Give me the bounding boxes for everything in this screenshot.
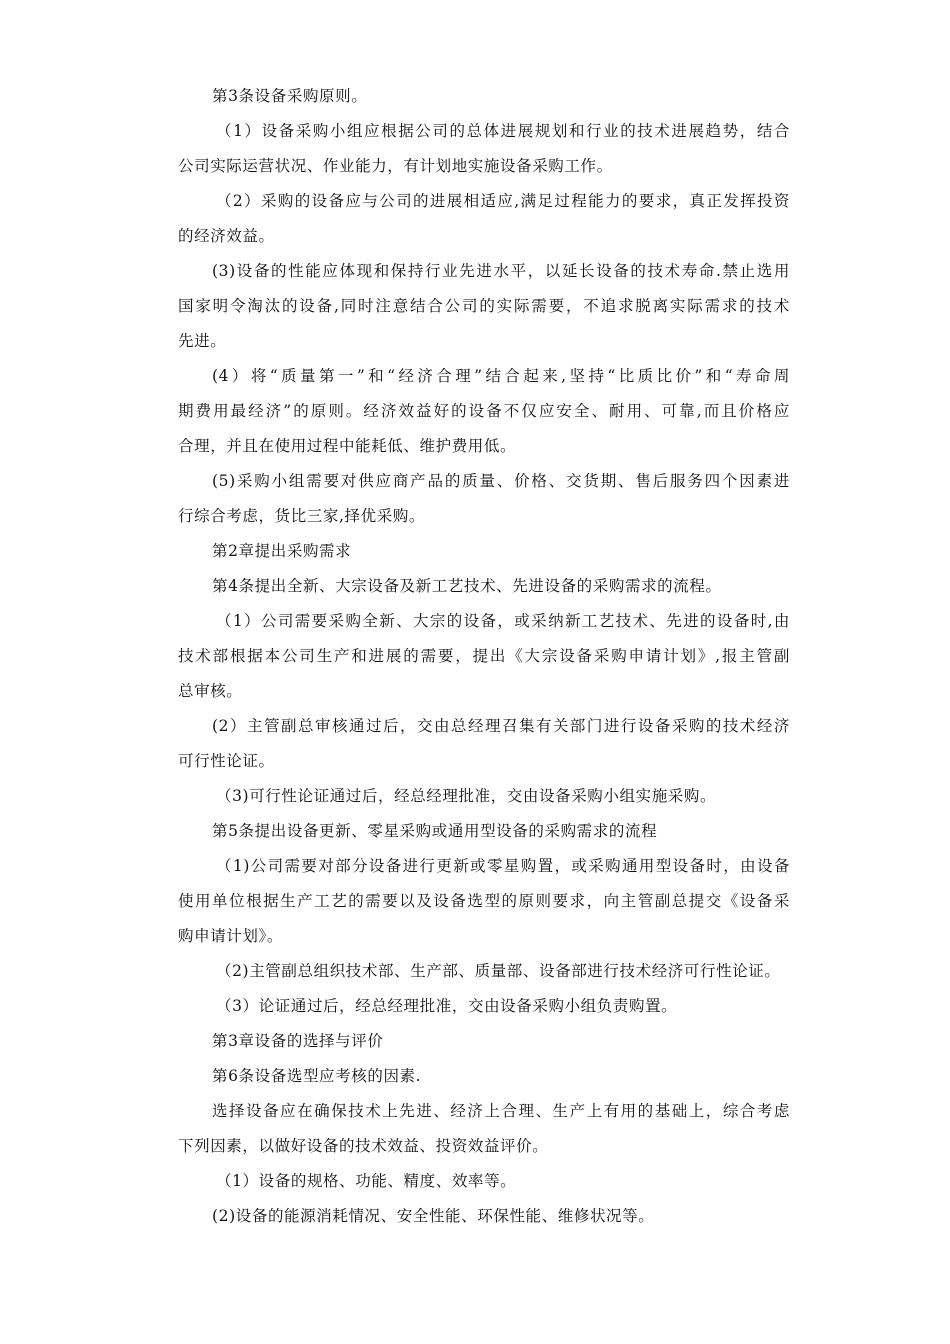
paragraph-line: (5)采购小组需要对供应商产品的质量、价格、交货期、售后服务四个因素进 xyxy=(212,472,790,490)
paragraph-line: （2)主管副总组织技术部、生产部、质量部、设备部进行技术经济可行性论证。 xyxy=(216,962,781,980)
paragraph-line: 行综合考虑，货比三家,择优采购。 xyxy=(178,507,426,525)
paragraph-line: 总审核。 xyxy=(178,682,243,700)
article-5-heading: 第5条提出设备更新、零星采购或通用型设备的采购需求的流程 xyxy=(212,822,658,840)
article-3-heading: 第3条设备采购原则。 xyxy=(212,87,368,105)
paragraph-line: (3)设备的性能应体现和保持行业先进水平，以延长设备的技术寿命.禁止选用 xyxy=(212,262,790,280)
paragraph-line: （1）公司需要采购全新、大宗的设备，或采纳新工艺技术、先进的设备时,由 xyxy=(216,612,790,630)
paragraph-line: (4）将“质量第一”和“经济合理”结合起来,坚持“比质比价”和“寿命周 xyxy=(212,367,790,385)
paragraph-line: 使用单位根据生产工艺的需要以及设备选型的原则要求，向主管副总提交《设备采 xyxy=(178,892,790,910)
paragraph-line: 选择设备应在确保技术上先进、经济上合理、生产上有用的基础上，综合考虑 xyxy=(212,1102,790,1120)
paragraph-line: 期费用最经济”的原则。经济效益好的设备不仅应安全、耐用、可靠,而且价格应 xyxy=(178,402,790,420)
chapter-3-heading: 第3章设备的选择与评价 xyxy=(212,1032,384,1050)
paragraph-line: 公司实际运营状况、作业能力，有计划地实施设备采购工作。 xyxy=(178,157,613,175)
paragraph-line: 的经济效益。 xyxy=(178,227,275,245)
paragraph-line: (2）主管副总审核通过后，交由总经理召集有关部门进行设备采购的技术经济 xyxy=(212,717,790,735)
paragraph-line: 可行性论证。 xyxy=(178,752,275,770)
paragraph-line: 合理，并且在使用过程中能耗低、维护费用低。 xyxy=(178,437,517,455)
paragraph-line: （1）设备采购小组应根据公司的总体进展规划和行业的技术进展趋势，结合 xyxy=(216,122,790,140)
paragraph-line: 先进。 xyxy=(178,332,227,350)
paragraph-line: （3)可行性论证通过后，经总经理批准，交由设备采购小组实施采购。 xyxy=(216,787,717,805)
paragraph-line: 技术部根据本公司生产和进展的需要，提出《大宗设备采购申请计划》,报主管副 xyxy=(178,647,790,665)
article-4-heading: 第4条提出全新、大宗设备及新工艺技术、先进设备的采购需求的流程。 xyxy=(212,577,722,595)
paragraph-line: （2）采购的设备应与公司的进展相适应,满足过程能力的要求，真正发挥投资 xyxy=(216,192,790,210)
paragraph-line: （1）设备的规格、功能、精度、效率等。 xyxy=(216,1172,517,1190)
paragraph-line: (2)设备的能源消耗情况、安全性能、环保性能、维修状况等。 xyxy=(212,1207,655,1225)
article-6-heading: 第6条设备选型应考核的因素. xyxy=(212,1067,422,1085)
paragraph-line: （3）论证通过后，经总经理批准，交由设备采购小组负责购置。 xyxy=(216,997,678,1015)
paragraph-line: 下列因素，以做好设备的技术效益、投资效益评价。 xyxy=(178,1137,549,1155)
paragraph-line: 购申请计划》。 xyxy=(178,927,283,945)
chapter-2-heading: 第2章提出采购需求 xyxy=(212,542,352,560)
paragraph-line: 国家明令淘汰的设备,同时注意结合公司的实际需要，不追求脱离实际需求的技术 xyxy=(178,297,790,315)
paragraph-line: （1)公司需要对部分设备进行更新或零星购置，或采购通用型设备时，由设备 xyxy=(216,857,790,875)
